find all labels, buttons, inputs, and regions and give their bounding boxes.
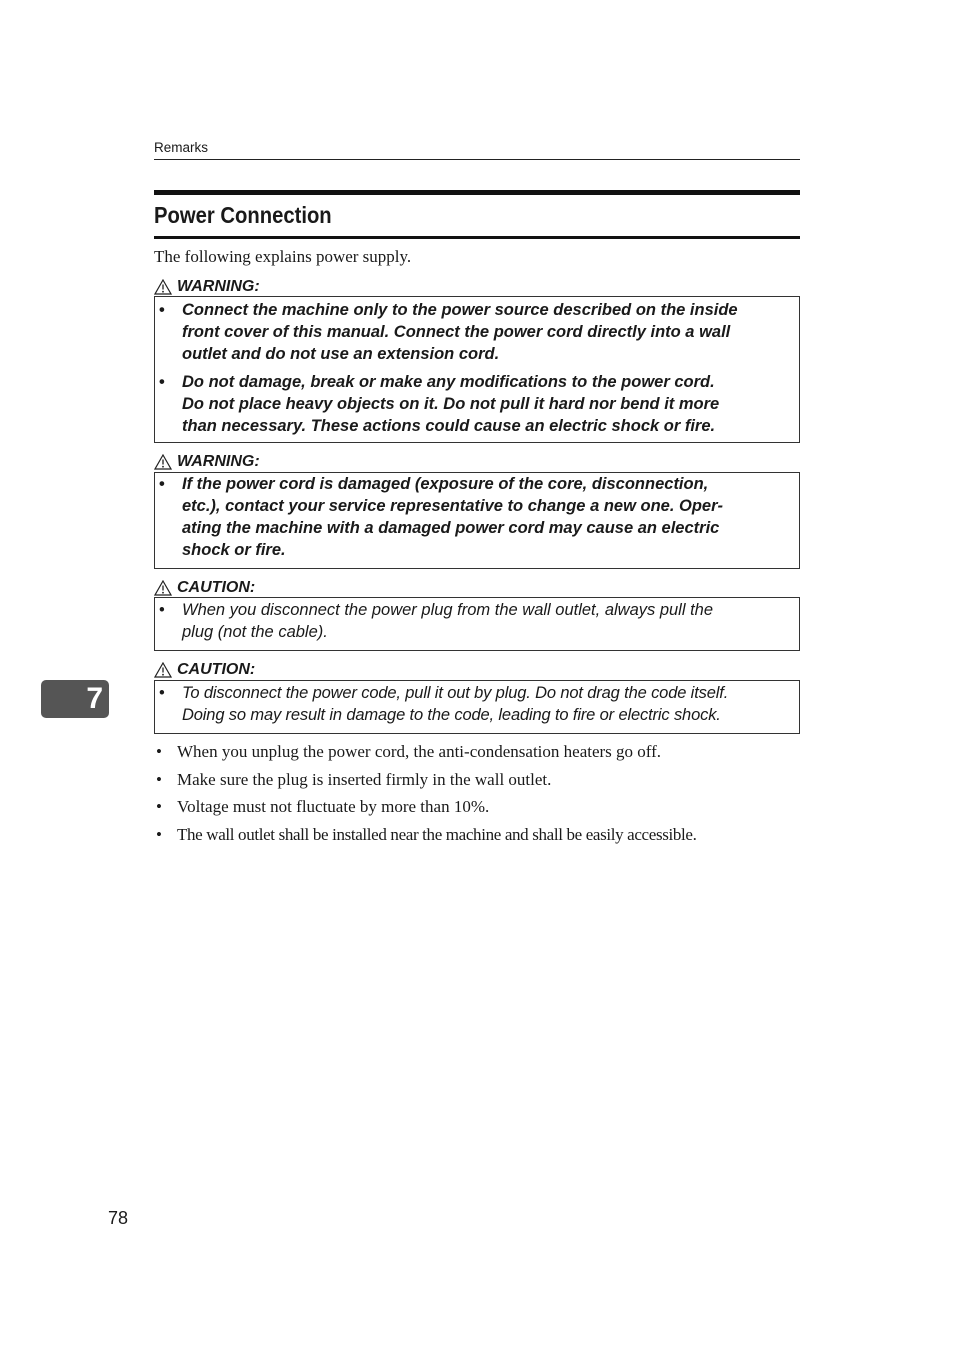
notes-list: [154, 738, 814, 848]
warning-triangle-icon: [154, 279, 172, 295]
list-item-text: When you unplug the power cord, the anti-condensation heaters go off.: [177, 742, 662, 761]
bullet: •: [159, 601, 165, 619]
notice-line: outlet and do not use an extension cord.: [182, 345, 500, 363]
chapter-tab: 7: [41, 680, 109, 718]
page-title: Power Connection: [154, 202, 332, 228]
title-rule-bottom: [154, 236, 800, 239]
bullet: •: [159, 684, 165, 702]
list-item-text: Voltage must not fluctuate by more than 10%.: [177, 797, 490, 816]
running-header: Remarks: [154, 139, 800, 160]
notice-label-text: WARNING:: [177, 453, 260, 470]
warning-triangle-icon: [154, 454, 172, 470]
notice-label-text: CAUTION:: [177, 579, 256, 596]
notice-line: shock or fire.: [182, 541, 286, 559]
notice-item: [155, 473, 799, 561]
warning-triangle-icon: [154, 580, 172, 596]
notice-label-text: WARNING:: [177, 278, 260, 295]
notice-line: plug (not the cable).: [182, 623, 328, 641]
warning-box-2: [154, 472, 800, 569]
caution-box-2: [154, 680, 800, 734]
notice-label-warning-1: [154, 278, 260, 296]
notice-item: [155, 299, 799, 365]
list-item: [154, 821, 814, 849]
notice-line: Doing so may result in damage to the code, leading to fire or electric shock.: [182, 706, 721, 724]
bullet: •: [156, 824, 162, 844]
bullet: •: [159, 373, 165, 391]
page-number: 78: [108, 1208, 129, 1228]
notice-label-text: CAUTION:: [177, 661, 256, 678]
bullet: •: [156, 769, 162, 789]
list-item-text: The wall outlet shall be installed near the machine and shall be easily accessible.: [177, 824, 697, 844]
caution-box-1: [154, 597, 800, 651]
list-item-text: Make sure the plug is inserted firmly in the wall outlet.: [177, 769, 552, 789]
notice-label-caution-2: [154, 661, 255, 679]
notice-item: [155, 599, 799, 643]
bullet: •: [156, 742, 162, 761]
notice-label-caution-1: [154, 579, 255, 597]
notice-item: [155, 682, 799, 726]
list-item: [154, 738, 814, 766]
notice-line: Do not place heavy objects on it. Do not pull it hard nor bend it more: [182, 395, 720, 413]
notice-line: If the power cord is damaged (exposure of the core, disconnection,: [182, 475, 709, 493]
list-item: [154, 793, 814, 821]
title-rule-top: [154, 190, 800, 195]
notice-line: To disconnect the power code, pull it out by plug. Do not drag the code itself.: [182, 684, 729, 702]
bullet: •: [159, 475, 165, 493]
notice-line: etc.), contact your service representative to change a new one. Oper-: [182, 497, 724, 515]
notice-line: Connect the machine only to the power source described on the inside: [182, 301, 738, 319]
warning-triangle-icon: [154, 662, 172, 678]
bullet: •: [159, 301, 165, 319]
intro-text: The following explains power supply.: [154, 247, 412, 266]
notice-line: Do not damage, break or make any modifications to the power cord.: [182, 373, 715, 391]
bullet: •: [156, 797, 162, 816]
notice-line: ating the machine with a damaged power cord may cause an electric: [182, 519, 720, 537]
list-item: [154, 766, 814, 794]
warning-box-1: [154, 296, 800, 443]
notice-line: than necessary. These actions could cause an electric shock or fire.: [182, 417, 716, 435]
notice-label-warning-2: [154, 453, 260, 471]
notice-item: [155, 371, 799, 437]
notice-line: front cover of this manual. Connect the power cord directly into a wall: [182, 323, 731, 341]
notice-line: When you disconnect the power plug from the wall outlet, always pull the: [182, 601, 714, 619]
